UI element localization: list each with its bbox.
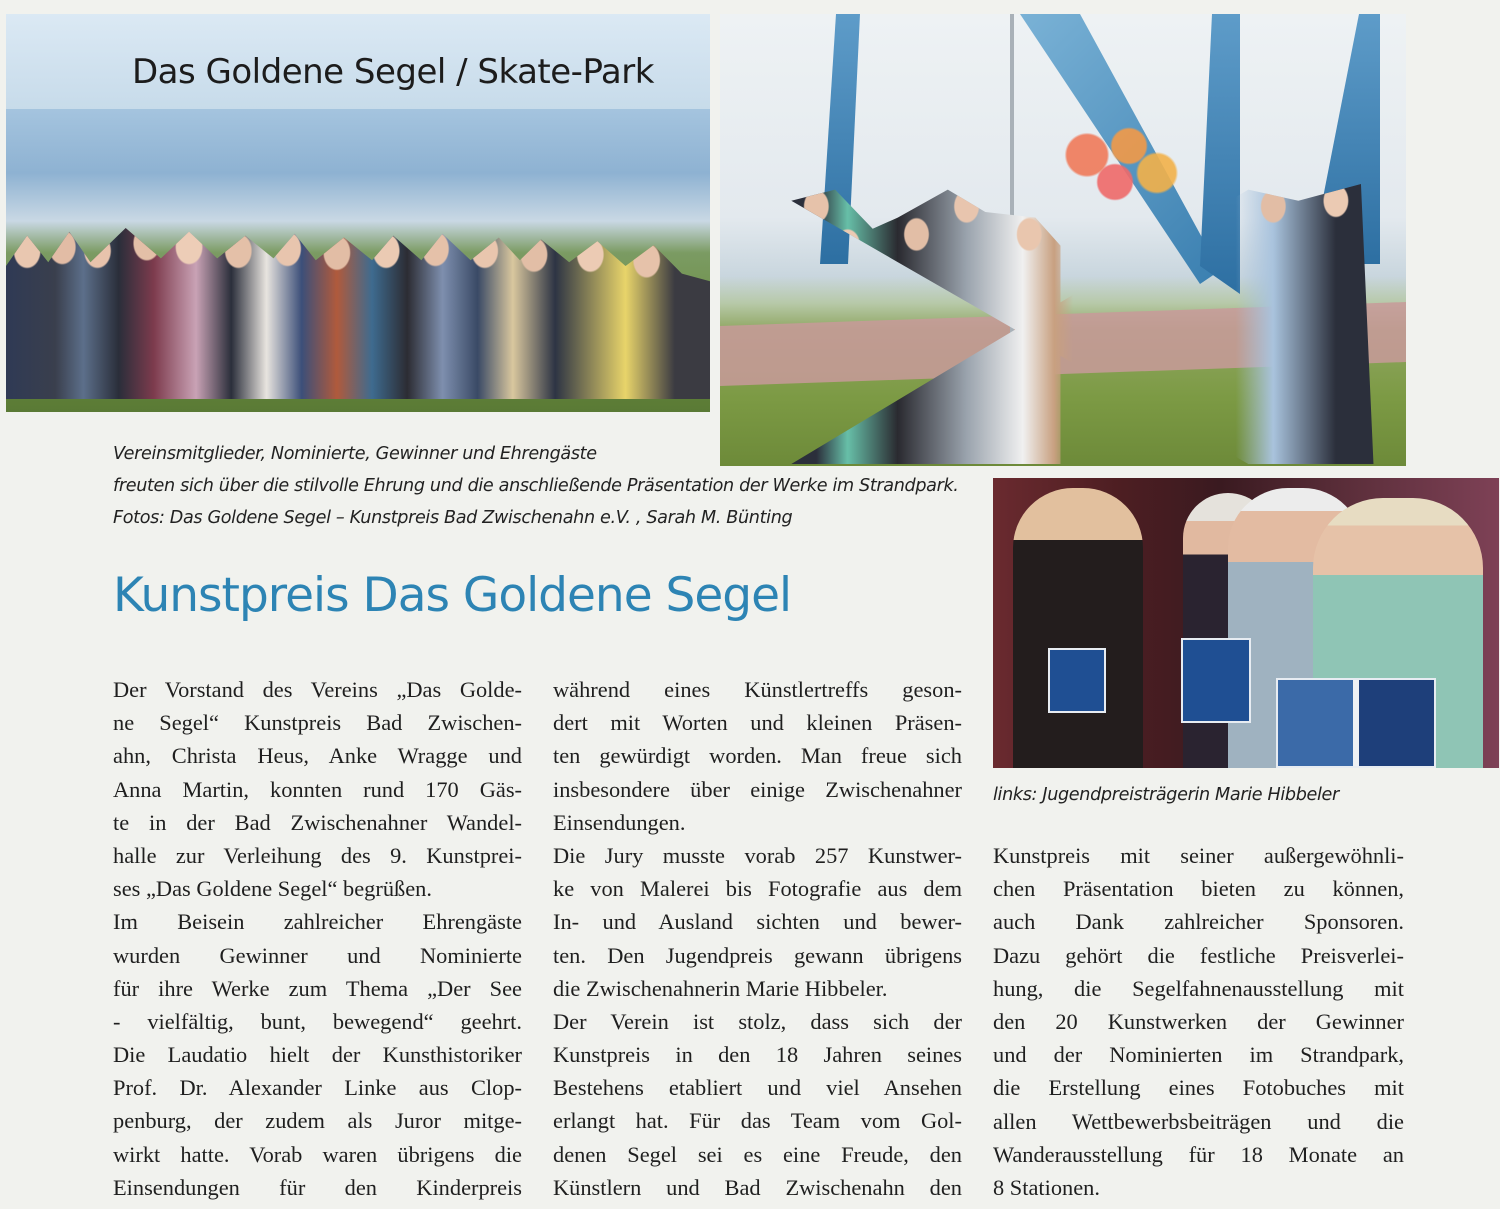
text-line: wirkt hatte. Vorab waren übrigens die (113, 1141, 522, 1167)
text-line: Die Jury musste vorab 257 Kunstwer- (553, 842, 962, 868)
text-line: hung, die Segelfahnenausstellung mit (993, 975, 1404, 1001)
text-line: insbesondere über einige Zwischenahner (553, 776, 962, 802)
text-line: die Zwischenahnerin Marie Hibbeler. (553, 975, 888, 1001)
photo-caption (113, 438, 959, 534)
flags-photo (720, 14, 1406, 466)
text-line: Wanderausstellung für 18 Monate an (993, 1141, 1404, 1167)
text-line: Kunstpreis in den 18 Jahren seines (553, 1042, 962, 1068)
text-line: ses „Das Goldene Segel“ begrüßen. (113, 876, 432, 902)
text-line: Die Laudatio hielt der Kunsthistoriker (113, 1042, 522, 1068)
text-line: Einsendungen. (553, 809, 686, 835)
award-plaque (1048, 648, 1106, 713)
article-column-3 (993, 839, 1404, 1204)
text-line: Der Vorstand des Vereins „Das Golde- (113, 677, 522, 702)
article-column-2 (553, 673, 962, 1204)
text-line: auch Dank zahlreicher Sponsoren. (993, 909, 1404, 935)
section-title: Das Goldene Segel / Skate-Park (132, 52, 654, 92)
text-line: Kunstpreis mit seiner außergewöhnli- (993, 843, 1404, 868)
text-line: Der Verein ist stolz, dass sich der (553, 1008, 962, 1034)
group-crowd (6, 209, 710, 399)
article-headline: Kunstpreis Das Goldene Segel (113, 568, 792, 623)
text-line: ne Segel“ Kunstpreis Bad Zwischen- (113, 710, 522, 736)
text-line: Anna Martin, konnten rund 170 Gäs- (113, 776, 522, 802)
caption-line: Fotos: Das Goldene Segel – Kunstpreis Bad Zwischenahn e.V. , Sarah M. Bünting (113, 508, 793, 528)
text-line: wurden Gewinner und Nominierte (113, 942, 522, 968)
text-line: ten gewürdigt worden. Man freue sich (553, 743, 962, 769)
text-line: - vielfältig, bunt, bewegend“ geehrt. (113, 1008, 522, 1034)
caption-line: Vereinsmitglieder, Nominierte, Gewinner und Ehrengäste (113, 444, 597, 464)
text-line: penburg, der zudem als Juror mitge- (113, 1108, 522, 1134)
text-line: ten. Den Jugendpreis gewann übrigens (553, 942, 962, 968)
photo-book (1181, 638, 1251, 723)
sail-artwork (1045, 119, 1185, 209)
text-line: und der Nominierten im Strandpark, (993, 1042, 1404, 1068)
text-line: Einsendungen für den Kinderpreis (113, 1174, 522, 1200)
person-girl (1013, 488, 1143, 768)
youth-prize-photo (993, 478, 1499, 768)
text-line: denen Segel sei es eine Freude, den (553, 1141, 962, 1167)
article-column-1 (113, 673, 522, 1204)
text-line: die Erstellung eines Fotobuches mit (993, 1075, 1404, 1101)
text-line: ahn, Christa Heus, Anke Wragge und (113, 743, 522, 769)
text-line: 8 Stationen. (993, 1174, 1100, 1200)
text-line: allen Wettbewerbsbeiträgen und die (993, 1108, 1404, 1134)
text-line: te in der Bad Zwischenahner Wandel- (113, 809, 522, 835)
text-line: Bestehens etabliert und viel Ansehen (553, 1075, 962, 1101)
text-line: während eines Künstlertreffs geson- (553, 677, 962, 702)
text-line: Im Beisein zahlreicher Ehrengäste (113, 909, 522, 935)
text-line: In- und Ausland sichten und bewer- (553, 909, 962, 935)
youth-caption: links: Jugendpreisträgerin Marie Hibbeler (993, 785, 1339, 805)
text-line: den 20 Kunstwerken der Gewinner (993, 1008, 1404, 1034)
text-line: Künstlern und Bad Zwischenahn den (553, 1174, 962, 1200)
text-line: erlangt hat. Für das Team vom Gol- (553, 1108, 962, 1134)
text-line: ke von Malerei bis Fotografie aus dem (553, 876, 962, 902)
caption-line: freuten sich über die stilvolle Ehrung und die anschließende Präsentation der Werke im Strandpark. (113, 476, 959, 496)
text-line: halle zur Verleihung des 9. Kunstprei- (113, 842, 522, 868)
text-line: chen Präsentation bieten zu können, (993, 876, 1404, 902)
text-line: Prof. Dr. Alexander Linke aus Clop- (113, 1075, 522, 1101)
text-line: für ihre Werke zum Thema „Der See (113, 975, 522, 1001)
photo-book-open (1276, 678, 1436, 768)
text-line: Dazu gehört die festliche Preisverlei- (993, 942, 1404, 968)
text-line: dert mit Worten und kleinen Präsen- (553, 710, 962, 736)
